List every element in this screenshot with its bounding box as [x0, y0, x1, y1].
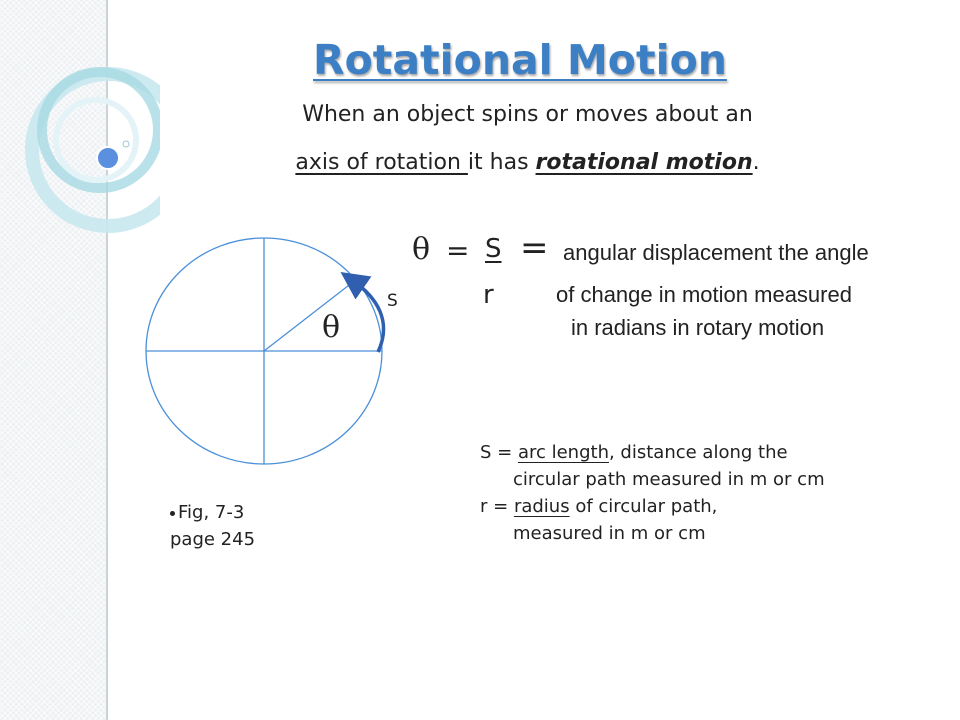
note-s-prefix: S =: [480, 442, 518, 463]
slide-subtitle: When an object spins or moves about an: [302, 102, 753, 127]
note-r-rest1: of circular path,: [569, 496, 718, 517]
rotational-motion-term: rotational motion: [535, 150, 753, 175]
formula-equals-2: =: [520, 228, 549, 268]
caption-line-1-text: Fig, 7-3: [178, 502, 245, 523]
radius-term: radius: [513, 496, 570, 517]
note-r-line1: [480, 493, 825, 520]
line2-middle: it has: [467, 150, 536, 175]
angle-label-theta: θ: [322, 310, 341, 345]
note-s-line1: [480, 439, 825, 466]
formula-numerator-s: S: [485, 234, 502, 264]
definition-line-3: in radians in rotary motion: [571, 315, 825, 340]
note-s-rest1: , distance along the: [608, 442, 788, 463]
definition-line-1: angular displacement the angle: [563, 240, 869, 265]
arc-length-term: arc length: [517, 442, 609, 463]
formula-theta: θ: [412, 232, 431, 267]
bullet-icon: [170, 511, 175, 516]
formula-denominator-r: r: [483, 280, 494, 310]
caption-line-1: [170, 499, 255, 526]
note-r-prefix: r =: [480, 496, 514, 517]
definition-line-2: of change in motion measured: [556, 282, 852, 307]
caption-line-2: page 245: [170, 529, 256, 550]
figure-caption: [170, 499, 255, 553]
arc-label-s: S: [387, 291, 398, 311]
note-s-line2: circular path measured in m or cm: [513, 469, 825, 490]
variable-notes: [480, 439, 825, 547]
axis-of-rotation-term: axis of rotation: [295, 150, 468, 175]
note-r-line2: measured in m or cm: [513, 523, 706, 544]
line2-end: .: [752, 150, 760, 175]
formula-equals-1: =: [446, 234, 470, 267]
slide-title: Rotational Motion: [313, 36, 727, 84]
arc-length-arrow: [352, 280, 384, 352]
